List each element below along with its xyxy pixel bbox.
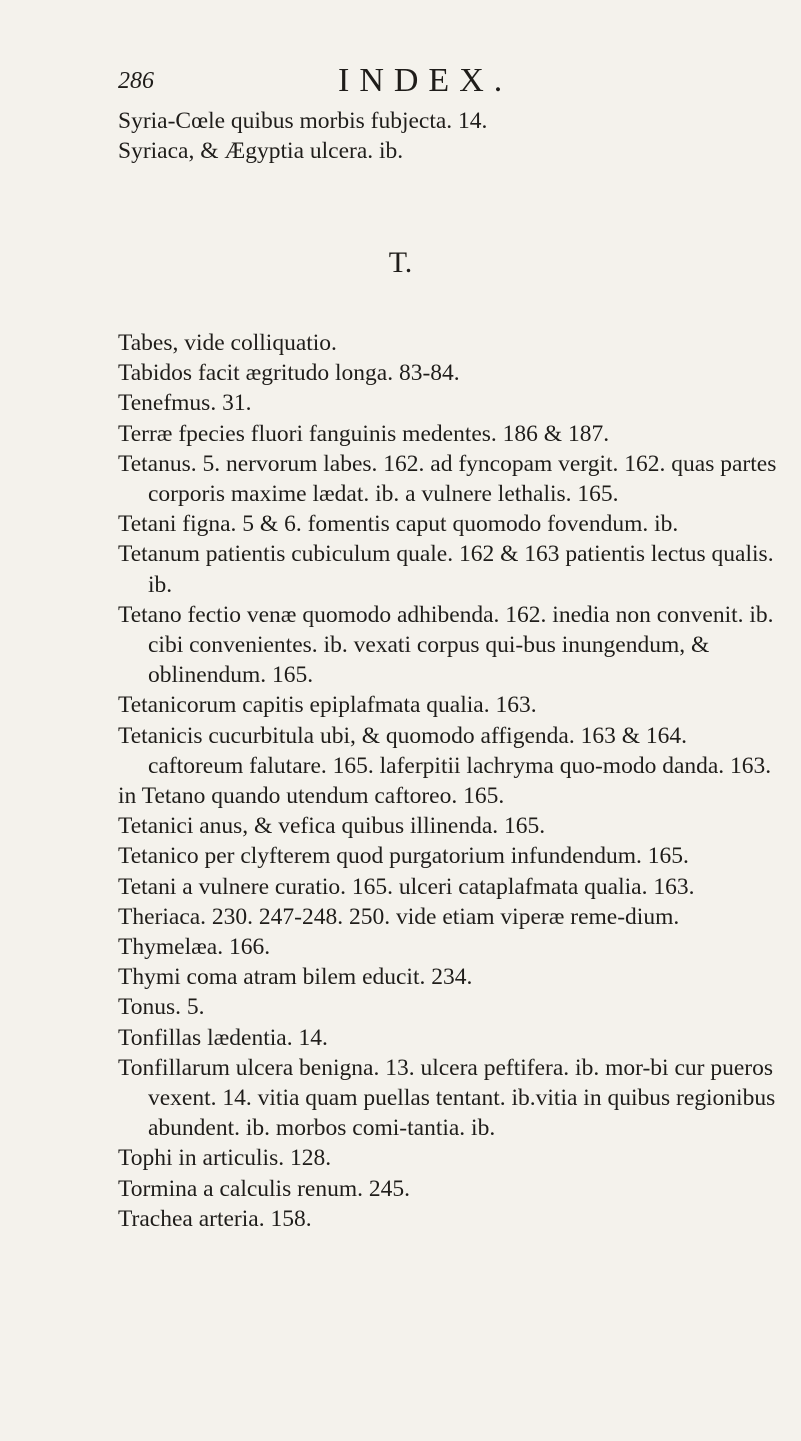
index-entry: Tetanici anus, & vefica quibus illinenda. 165.: [118, 813, 546, 840]
index-entry: Tetanus. 5. nervorum labes. 162. ad fyncopam vergit. 162. quas partes corporis maxime lædat. ib. a vulnere lethalis. 165.: [118, 450, 777, 508]
index-entry: Tabes, vide colliquatio.: [118, 330, 337, 356]
index-entry: Tormina a calculis renum. 245.: [118, 1175, 411, 1202]
index-entries-top: [118, 106, 778, 166]
index-entry: Terræ fpecies fluori fanguinis medentes. 186 & 187.: [118, 420, 610, 447]
index-entry: Trachea arteria. 158.: [118, 1205, 312, 1232]
index-entry: Tonfillarum ulcera benigna. 13. ulcera peftifera. ib. mor-bi cur pueros vexent. 14. vitia quam puellas tentant. ib.vitia in quibus regionibus abundent. ib. morbos comi-tantia. ib.: [118, 1054, 776, 1142]
section-letter: T.: [388, 246, 413, 279]
page-number: 286: [118, 68, 154, 94]
page-header: [118, 62, 758, 98]
index-entries-main: [118, 328, 783, 1234]
index-entry: Tonus. 5.: [118, 994, 205, 1021]
index-entry: Tetani figna. 5 & 6. fomentis caput quomodo fovendum. ib.: [118, 511, 679, 538]
index-entry: Tetani a vulnere curatio. 165. ulceri cataplafmata qualia. 163.: [118, 873, 695, 900]
index-entry: in Tetano quando utendum caftoreo. 165.: [118, 783, 505, 810]
index-entry: Syriaca, & Ægyptia ulcera. ib.: [118, 138, 404, 165]
index-entry: Tetanicorum capitis epiplafmata qualia. 163.: [118, 692, 537, 719]
index-entry: Tetano fectio venæ quomodo adhibenda. 162. inedia non convenit. ib. cibi convenientes. ib. vexati corpus qui-bus inungendum, & oblinendum. 165.: [118, 601, 774, 689]
index-entry: Thymi coma atram bilem educit. 234.: [118, 964, 473, 991]
index-entry: Syria-Cœle quibus morbis fubjecta. 14.: [118, 108, 488, 134]
index-entry: Tonfillas lædentia. 14.: [118, 1024, 328, 1051]
index-entry: Tetanico per clyfterem quod purgatorium infundendum. 165.: [118, 843, 689, 870]
index-entry: Thymelæa. 166.: [118, 934, 271, 961]
index-entry: Tetanicis cucurbitula ubi, & quomodo affigenda. 163 & 164. caftoreum falutare. 165. laferpitii lachryma quo-modo danda. 163.: [118, 722, 772, 779]
index-entry: Tabidos facit ægritudo longa. 83-84.: [118, 360, 460, 387]
index-entry: Tetanum patientis cubiculum quale. 162 & 163 patientis lectus qualis. ib.: [118, 541, 774, 598]
index-entry: Tophi in articulis. 128.: [118, 1145, 332, 1172]
running-title: INDEX.: [338, 62, 513, 99]
index-entry: Theriaca. 230. 247-248. 250. vide etiam viperæ reme-dium.: [118, 903, 680, 930]
index-entry: Tenefmus. 31.: [118, 390, 252, 417]
